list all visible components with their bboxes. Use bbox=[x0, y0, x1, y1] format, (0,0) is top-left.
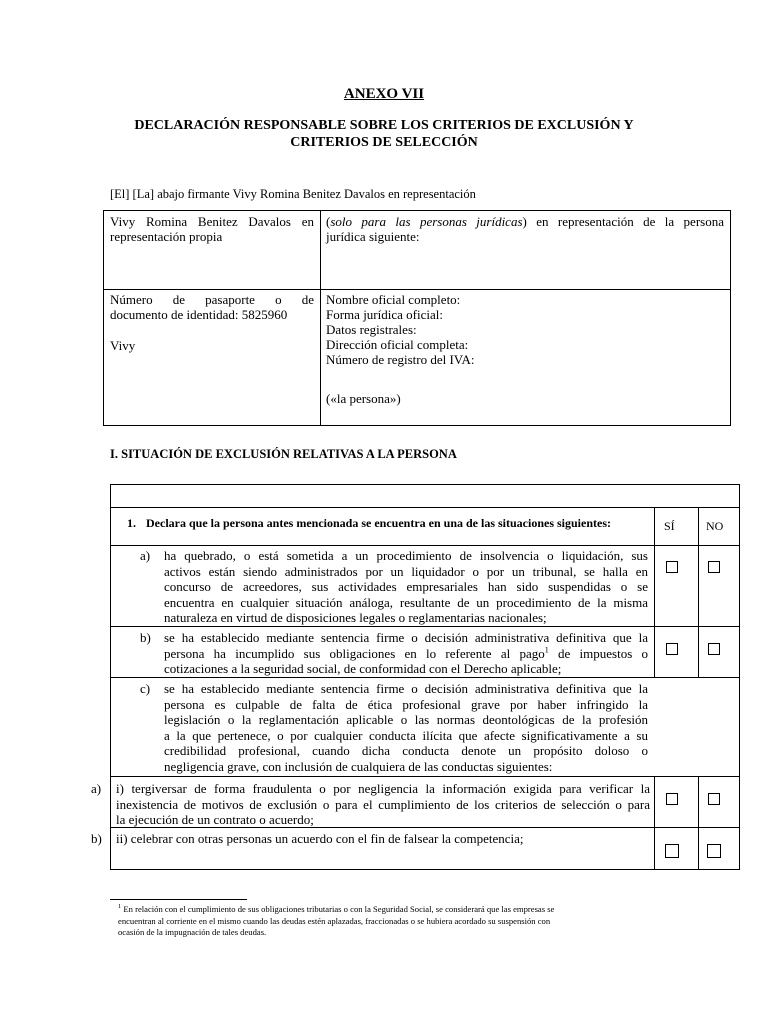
address-label: Dirección oficial completa: bbox=[326, 337, 469, 352]
text-line: encuentra en cualquier situación análoga, resultante de un procedimiento de la misma bbox=[164, 594, 648, 610]
footnote-number: 1 bbox=[118, 903, 122, 911]
document-title-line2: CRITERIOS DE SELECCIÓN bbox=[290, 135, 478, 150]
sub-item-a-text bbox=[116, 781, 650, 828]
own-representation-cell bbox=[110, 214, 314, 244]
table-hline bbox=[110, 545, 739, 546]
item-letter: b) bbox=[140, 630, 151, 645]
document-title-line1: DECLARACIÓN RESPONSABLE SOBRE LOS CRITERIOS DE EXCLUSIÓN Y bbox=[134, 118, 634, 133]
sub-item-a-no-checkbox[interactable] bbox=[708, 793, 720, 805]
item-b-no-checkbox[interactable] bbox=[708, 643, 720, 655]
signer-name: Vivy bbox=[110, 338, 136, 353]
text-line: i) tergiversar de forma fraudulenta o por negligencia la información exigida para verificar la bbox=[116, 781, 650, 796]
legal-line1-italic: solo para las personas jurídicas bbox=[330, 214, 523, 229]
identity-table bbox=[103, 210, 731, 426]
question-number: 1. bbox=[127, 516, 136, 530]
registry-data-label: Datos registrales: bbox=[326, 322, 417, 337]
text-line: la ejecución de un contrato o acuerdo; bbox=[116, 812, 314, 827]
item-c-text bbox=[164, 681, 648, 774]
own-rep-line2: representación propia bbox=[110, 229, 223, 244]
legal-line2: jurídica siguiente: bbox=[326, 229, 420, 244]
table-hline bbox=[110, 507, 739, 508]
table-vline-no bbox=[698, 507, 699, 677]
footnote-line1-text: En relación con el cumplimiento de sus obligaciones tributarias o con la Seguridad Social, se considerará que las empresas se bbox=[123, 904, 555, 914]
item-a-text bbox=[164, 548, 648, 626]
text-line: ii) celebrar con otras personas un acuerdo con el fin de falsear la competencia; bbox=[116, 831, 524, 846]
text-line: a la que pertenece, o por cualquier conducta ilícita que afecte significativamente a su bbox=[164, 727, 648, 743]
text-line: se ha establecido mediante sentencia firme o decisión administrativa definitiva que la bbox=[164, 681, 648, 696]
table-hline bbox=[110, 776, 739, 777]
text-line: ha quebrado, o está sometida a un procedimiento de insolvencia o liquidación, sus bbox=[164, 548, 648, 563]
section-title: I. SITUACIÓN DE EXCLUSIÓN RELATIVAS A LA PERSONA bbox=[110, 447, 457, 461]
footnote-line1 bbox=[118, 904, 660, 916]
official-name-label: Nombre oficial completo: bbox=[326, 292, 461, 307]
legal-line1-rest: ) en representación de la persona bbox=[522, 214, 724, 229]
footnote-ref[interactable]: 1 bbox=[544, 645, 549, 655]
passport-line1: Número de pasaporte o de bbox=[110, 292, 314, 307]
table-border-left bbox=[110, 484, 111, 870]
item-a-no-checkbox[interactable] bbox=[708, 561, 720, 573]
text-line: naturaleza en virtud de disposiciones legales o reglamentarias nacionales; bbox=[164, 610, 547, 625]
table-hline bbox=[110, 677, 739, 678]
table-vline-yes bbox=[654, 507, 655, 677]
yes-column-header: SÍ bbox=[664, 519, 675, 533]
table-hline bbox=[110, 626, 739, 627]
text-line: cotizaciones a la seguridad social, de conformidad con el Derecho aplicable; bbox=[164, 661, 562, 676]
vat-number-label: Número de registro del IVA: bbox=[326, 352, 475, 367]
legal-line1: (solo para las personas jurídicas) en representación de la persona bbox=[326, 214, 724, 229]
legal-form-label: Forma jurídica oficial: bbox=[326, 307, 443, 322]
item-b-text bbox=[164, 630, 648, 677]
item-b-yes-checkbox[interactable] bbox=[666, 643, 678, 655]
footnote-line2: encuentran al corriente en el mismo cuando las deudas estén aplazadas, fraccionadas o se hubiera acordado su suspensión con bbox=[118, 915, 551, 926]
sub-item-letter: b) bbox=[91, 831, 102, 846]
annex-title: ANEXO VII bbox=[343, 86, 425, 102]
no-column-header: NO bbox=[706, 519, 724, 533]
item-a-yes-checkbox[interactable] bbox=[666, 561, 678, 573]
sub-item-b-no-checkbox[interactable] bbox=[707, 844, 721, 858]
legal-person-cell bbox=[326, 214, 724, 244]
text-line: negligencia grave, con inclusión de cualquiera de las conductas siguientes: bbox=[164, 758, 553, 774]
text-line: inexistencia de motivos de exclusión o para el cumplimiento de los criterios de selección o para bbox=[116, 796, 650, 812]
table-border-right bbox=[739, 484, 740, 870]
table-vline-yes bbox=[654, 776, 655, 870]
passport-line2: documento de identidad: 5825960 bbox=[110, 307, 288, 322]
text-line bbox=[164, 646, 648, 662]
text-line: credibilidad profesional, cuando dicha conducta denote un propósito doloso o bbox=[164, 743, 648, 758]
sub-item-b-text bbox=[116, 831, 650, 847]
item-letter: a) bbox=[140, 548, 151, 563]
footnote bbox=[118, 904, 660, 939]
person-label: («la persona») bbox=[326, 391, 401, 406]
text-line: legislación o la reglamentación aplicable o las normas deontológicas de la profesión bbox=[164, 712, 648, 727]
intro-text: [El] [La] abajo firmante Vivy Romina Benitez Davalos en representación bbox=[110, 187, 476, 201]
passport-cell bbox=[110, 292, 314, 353]
text-line: activos están siendo administrados por un liquidador o por un tribunal, se halla en bbox=[164, 563, 648, 579]
table-border-top bbox=[110, 484, 739, 485]
exclusion-table bbox=[91, 484, 740, 870]
footnote-line3: ocasión de la impugnación de tales deudas. bbox=[118, 927, 267, 937]
legal-details-cell bbox=[326, 292, 724, 406]
text-line: concurso de acreedores, sus actividades empresariales han sido suspendidas o se bbox=[164, 579, 648, 594]
item-letter: c) bbox=[140, 681, 151, 696]
sub-item-a-yes-checkbox[interactable] bbox=[666, 793, 678, 805]
question-text: Declara que la persona antes mencionada se encuentra en una de las situaciones siguientes: bbox=[146, 516, 611, 530]
table-vline-no bbox=[698, 776, 699, 870]
text-line-part: de impuestos o bbox=[548, 645, 649, 661]
text-line: persona es culpable de falta de ética profesional grave por haber infringido la bbox=[164, 696, 648, 712]
footnote-separator bbox=[110, 899, 247, 900]
table-border-bottom bbox=[110, 869, 739, 870]
text-line-part: persona ha incumplido sus obligaciones en lo referente al pago bbox=[164, 645, 545, 661]
text-line: se ha establecido mediante sentencia firme o decisión administrativa definitiva que la bbox=[164, 630, 648, 645]
own-rep-line1: Vivy Romina Benitez Davalos en bbox=[110, 214, 314, 229]
sub-item-letter: a) bbox=[91, 781, 102, 796]
identity-table-vline bbox=[320, 211, 321, 425]
sub-item-b-yes-checkbox[interactable] bbox=[665, 844, 679, 858]
identity-table-hline bbox=[104, 289, 730, 290]
